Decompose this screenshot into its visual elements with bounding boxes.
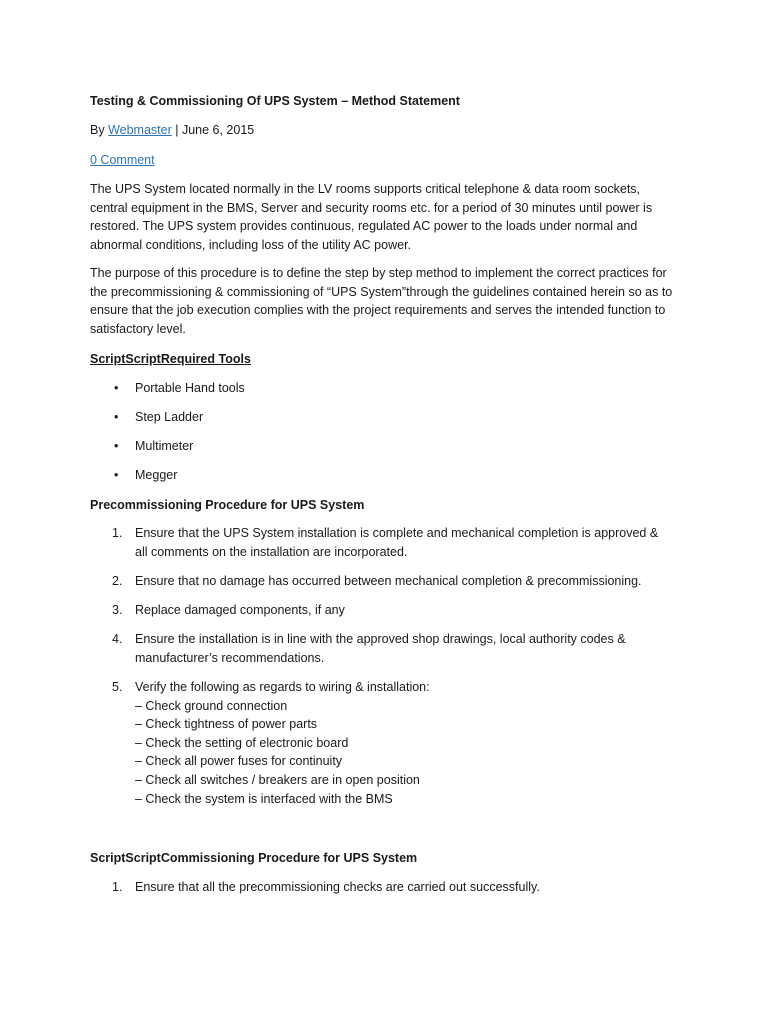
bullet-glyph: • [114,439,119,453]
list-item [90,408,245,437]
list-item [90,601,690,630]
publish-date: June 6, 2015 [181,123,255,137]
list-item [90,524,690,572]
tool-label: Portable Hand tools [135,381,245,395]
list-item [90,678,690,818]
tool-label: Multimeter [135,439,194,453]
comment-count-link[interactable]: 0 Comment [90,153,155,167]
step-number: 2. [112,574,123,588]
check-item: – Check all power fuses for continuity [135,754,343,769]
step-text: all comments on the installation are incorporated. [135,544,408,559]
step-text: Replace damaged components, if any [135,603,345,617]
bullet-glyph: • [114,468,119,482]
step-text: Verify the following as regards to wiring & installation: [135,680,430,694]
byline-separator: | [171,123,182,137]
tools-list [90,379,245,495]
step-text: Ensure the installation is in line with the approved shop drawings, local authority codes & [135,632,626,646]
check-item: – Check the setting of electronic board [135,735,349,750]
purpose-paragraph: The purpose of this procedure is to define the step by step method to implement the correct practices for the precommissioning & commissioning of “UPS System”through the guidelines contained herein so as to ensure that the job execution complies with the project requirements and serves the intended function to satisfactory level. [90,266,673,336]
step-number: 5. [112,680,123,694]
list-item [90,878,690,897]
precommissioning-steps [90,524,690,818]
commissioning-steps [90,878,690,897]
author-link[interactable]: Webmaster [108,123,172,137]
check-item: – Check tightness of power parts [135,717,318,732]
commissioning-heading: ScriptScriptCommissioning Procedure for UPS System [90,851,418,865]
step-number: 3. [112,603,123,617]
tool-label: Megger [135,468,178,482]
step-text: Ensure that all the precommissioning checks are carried out successfully. [135,880,540,894]
tool-label: Step Ladder [135,410,204,424]
bullet-glyph: • [114,410,119,424]
check-item: – Check all switches / breakers are in open position [135,772,420,787]
step-number: 4. [112,632,123,646]
step-text: Ensure that the UPS System installation is complete and mechanical completion is approved & [135,526,659,540]
step-number: 1. [112,526,123,540]
list-item [90,466,245,495]
step-text: Ensure that no damage has occurred between mechanical completion & precommissioning. [135,574,642,588]
precommissioning-heading: Precommissioning Procedure for UPS System [90,498,365,512]
list-item [90,572,690,601]
check-item: – Check the system is interfaced with the BMS [135,791,393,806]
list-item [90,437,245,466]
bullet-glyph: • [114,381,119,395]
list-item [90,379,245,408]
article-title: Testing & Commissioning Of UPS System – Method Statement [90,94,460,108]
byline [90,121,254,140]
intro-paragraph: The UPS System located normally in the LV rooms supports critical telephone & data room sockets, central equipment in the BMS, Server and security rooms etc. for a period of 30 minutes until power is restored. The UPS system provides continuous, regulated AC power to the loads under normal and abnormal conditions, including loss of the utility AC power. [90,182,653,252]
step-text: manufacturer’s recommendations. [135,650,325,665]
step-number: 1. [112,880,123,894]
tools-heading: ScriptScriptRequired Tools [90,352,251,366]
byline-prefix: By [90,123,109,137]
comment-count-row [90,151,155,170]
list-item [90,630,690,678]
check-item: – Check ground connection [135,698,288,713]
